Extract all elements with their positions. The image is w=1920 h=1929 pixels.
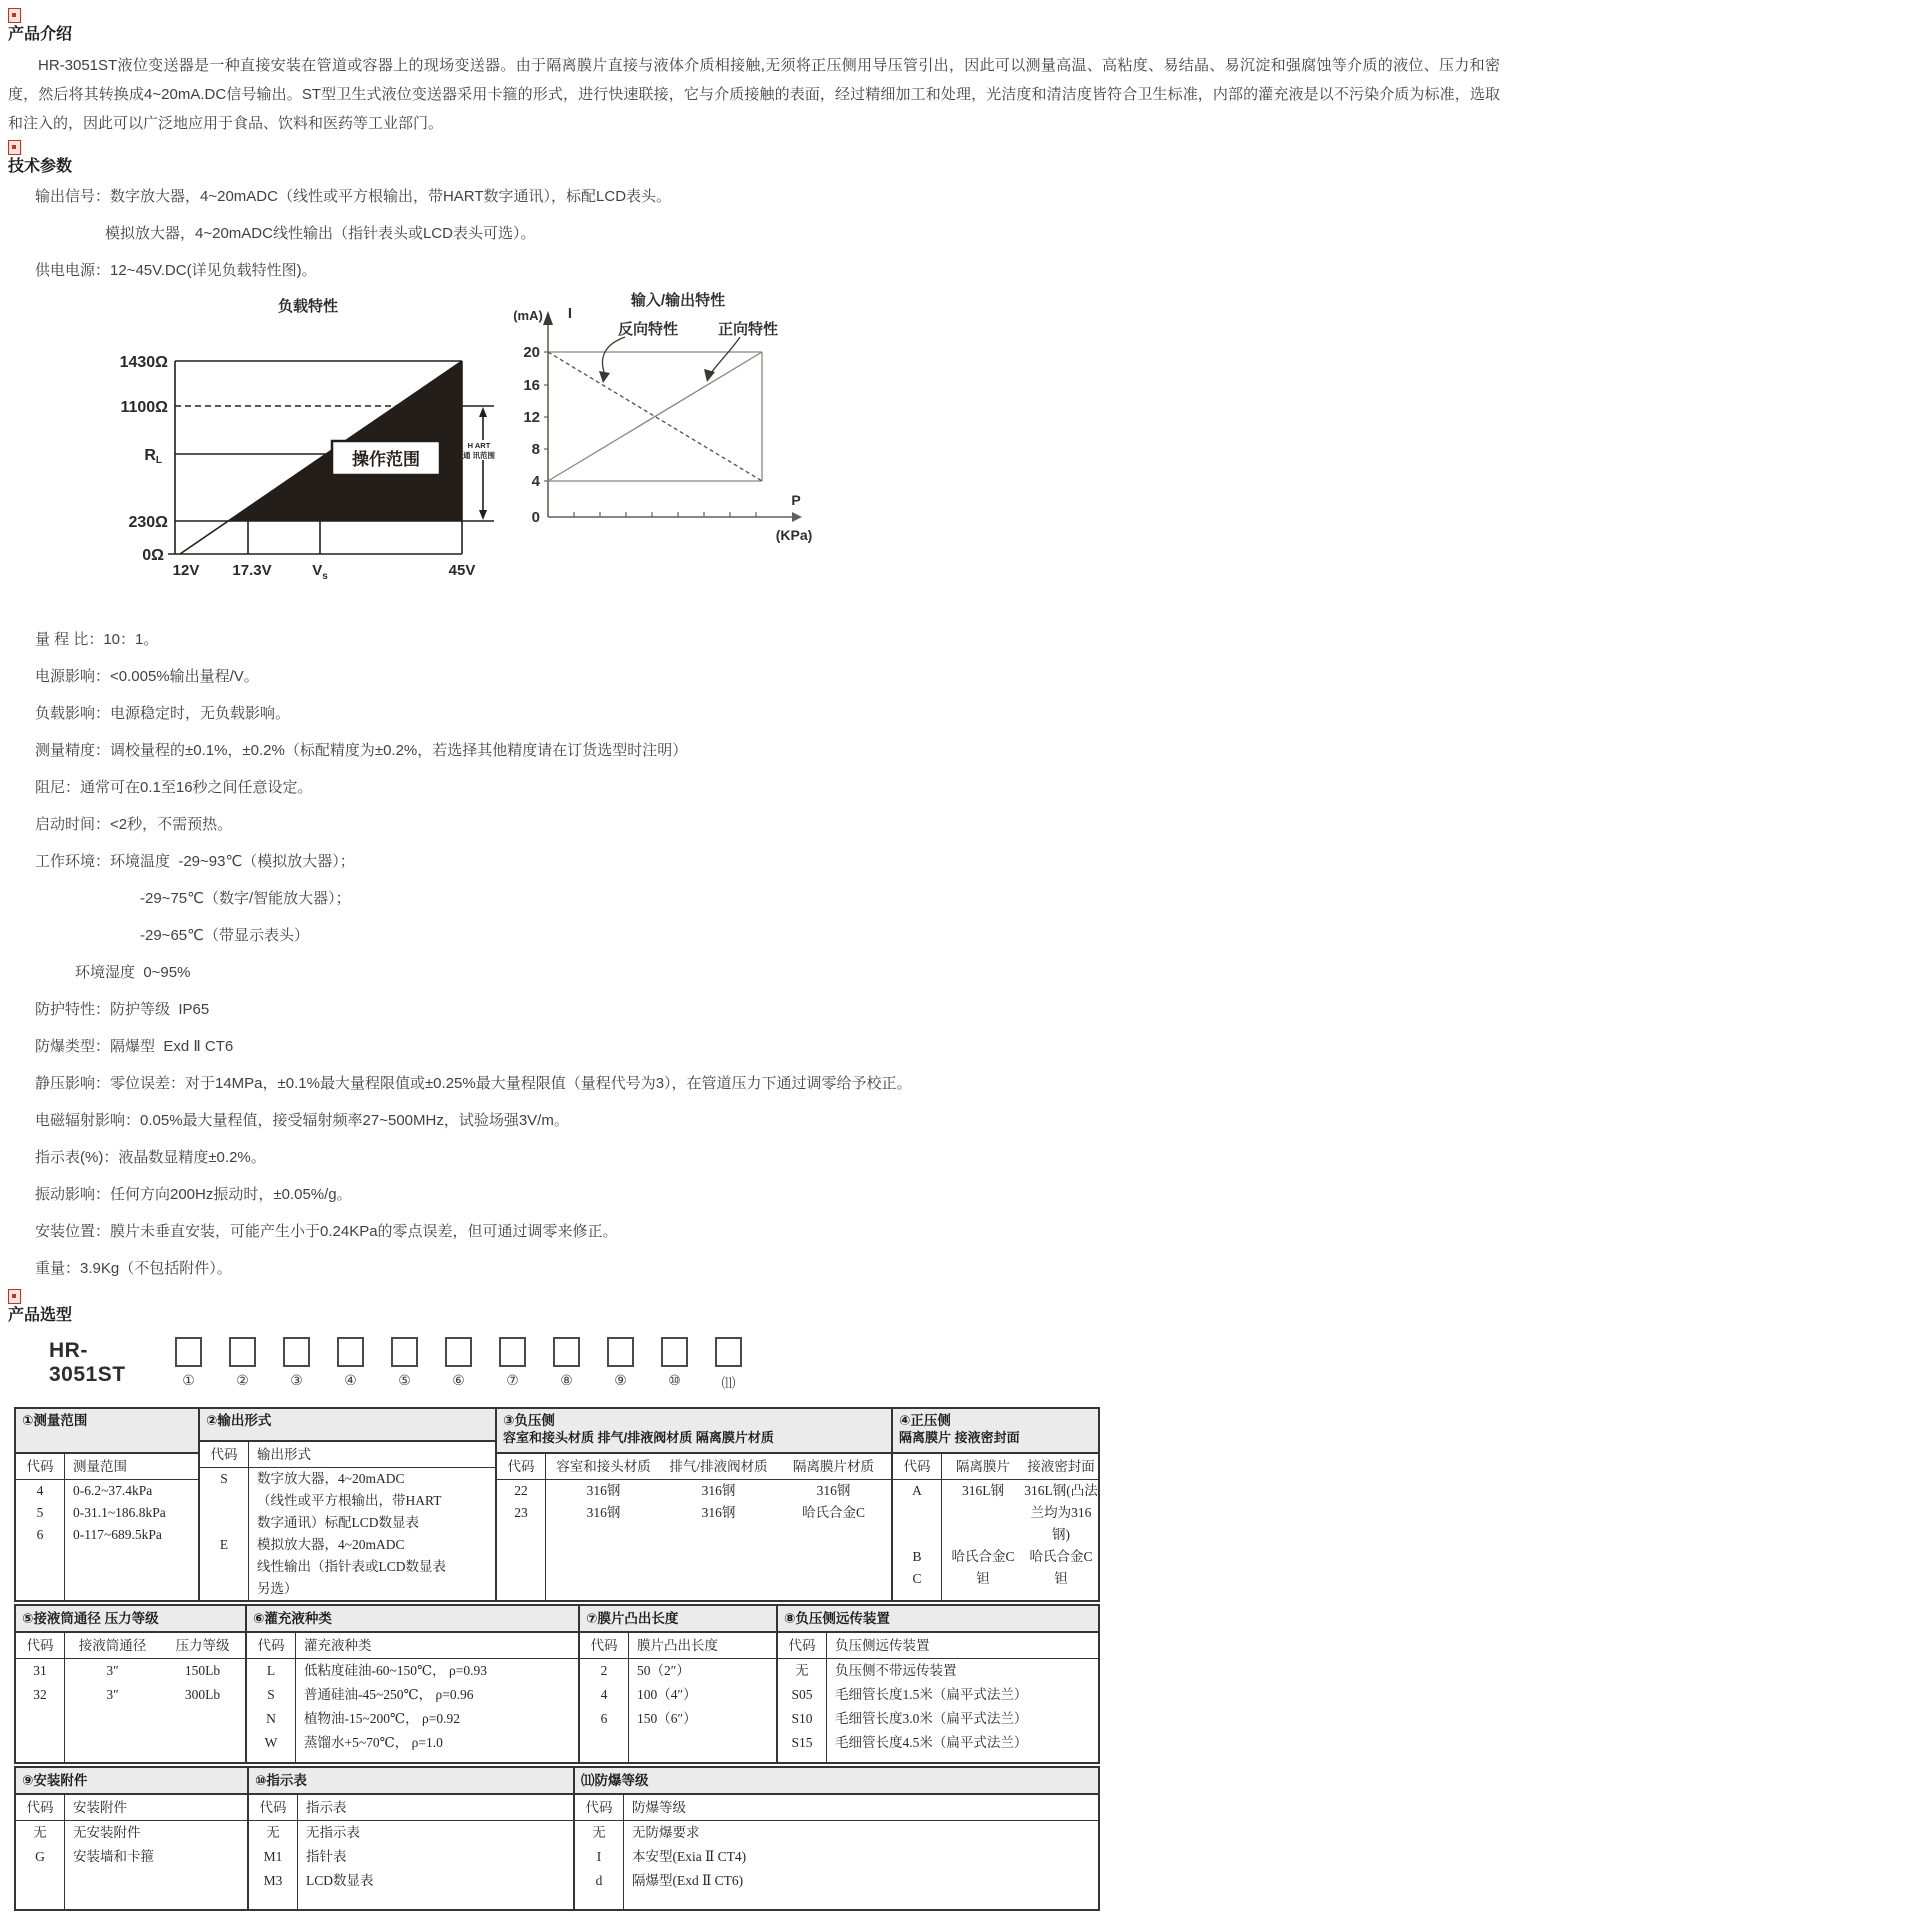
table-row: S10 毛细管长度3.0米（扁平式法兰） xyxy=(778,1707,1098,1731)
model-code-box xyxy=(391,1337,418,1367)
table-row: S 数字放大器，4~20mADC （线性或平方根输出，带HART 数字通讯）标配LCD数显表 xyxy=(200,1468,495,1534)
red-bullet-icon xyxy=(8,1289,21,1304)
position-number: ⑧ xyxy=(560,1374,573,1389)
section-header: ⑨安装附件 xyxy=(16,1768,247,1795)
table-row: S15 毛细管长度4.5米（扁平式法兰） xyxy=(778,1731,1098,1755)
section-output-form xyxy=(200,1407,497,1602)
spec-startup: 启动时间：<2秒，不需预热。 xyxy=(35,816,233,833)
hart-annotation-line2: 通 讯范围 xyxy=(462,451,496,460)
xtick-vs: $V_s$ xyxy=(312,562,328,582)
section-subheader: 代码 负压侧远传装置 xyxy=(778,1633,1098,1659)
table-row: 5 0-31.1~186.8kPa xyxy=(16,1502,198,1524)
position-number: ① xyxy=(182,1374,195,1389)
position-number: ④ xyxy=(344,1374,357,1389)
selection-table-row-3 xyxy=(14,1766,1100,1911)
table-row: C 钽 钽 xyxy=(893,1568,1098,1590)
table-row: M3 LCD数显表 xyxy=(249,1869,573,1893)
section-subheader: 代码 灌充液种类 xyxy=(247,1633,578,1659)
section-remote-seal xyxy=(778,1604,1100,1764)
section-header: ⑾防爆等级 xyxy=(575,1768,1098,1795)
reverse-annotation-arrowhead xyxy=(599,371,610,383)
table-row: 32 3″ 300Lb xyxy=(16,1683,245,1707)
io-reverse-label: 反向特性 xyxy=(617,321,679,338)
spec-mounting: 安装位置：膜片未垂直安装，可能产生小于0.24KPa的零点误差，但可通过调零来修正。 xyxy=(35,1223,618,1240)
load-chart-title: 负载特性 xyxy=(277,298,339,315)
spec-emi: 电磁辐射影响：0.05%最大量程值，接受辐射频率27~500MHz，试验场强3V/m。 xyxy=(35,1112,569,1129)
section-negative-side xyxy=(497,1407,893,1602)
model-code-box xyxy=(661,1337,688,1367)
ytick-230: 230Ω xyxy=(128,514,168,531)
table-row: M1 指针表 xyxy=(249,1845,573,1869)
model-code-position xyxy=(661,1337,688,1393)
section-mounting-accessories xyxy=(14,1766,249,1911)
position-number: ⑤ xyxy=(398,1374,411,1389)
section-header: ③负压侧 容室和接头材质 排气/排液阀材质 隔离膜片材质 xyxy=(497,1409,891,1454)
section-diaphragm-extension xyxy=(580,1604,778,1764)
model-code-position xyxy=(445,1337,472,1393)
table-row: G 安装墙和卡箍 xyxy=(16,1845,247,1869)
spec-weight: 重量：3.9Kg（不包括附件）。 xyxy=(35,1260,232,1277)
spec-output-signal-2: 模拟放大器，4~20mADC线性输出（指针表头或LCD表头可选）。 xyxy=(105,225,536,242)
section-explosion-proof-rating xyxy=(575,1766,1100,1911)
charts-block xyxy=(8,289,1920,621)
intro-section-title: 产品介绍 xyxy=(8,26,73,43)
section-subheader: 代码 防爆等级 xyxy=(575,1795,1098,1821)
section-header: ⑩指示表 xyxy=(249,1768,573,1795)
table-row: L 低粘度硅油-60~150℃， ρ=0.93 xyxy=(247,1659,578,1683)
table-row: W 蒸馏水+5~70℃， ρ=1.0 xyxy=(247,1731,578,1755)
section-header: ①测量范围 xyxy=(16,1409,198,1454)
spec-protection: 防护特性：防护等级 IP65 xyxy=(35,1001,210,1018)
table-row: 4 0-6.2~37.4kPa xyxy=(16,1480,198,1502)
io-ytick-8: 8 xyxy=(531,441,540,458)
section-header: ⑦膜片凸出长度 xyxy=(580,1606,776,1633)
selection-table-row-1 xyxy=(14,1407,1100,1602)
table-row: 无 负压侧不带远传装置 xyxy=(778,1659,1098,1683)
ytick-0: 0Ω xyxy=(142,547,164,564)
ytick-rl: RL xyxy=(144,447,162,466)
xtick-45v: 45V xyxy=(448,562,476,579)
tech-section-title: 技术参数 xyxy=(8,158,73,175)
spec-environment-2: -29~75℃（数字/智能放大器）； xyxy=(140,890,351,907)
io-ytick-4: 4 xyxy=(531,473,540,490)
hart-arrow-up xyxy=(479,407,487,417)
io-chart-title: 输入/输出特性 xyxy=(630,292,726,309)
spec-static-pressure: 静压影响：零位误差：对于14MPa，±0.1%最大量程限值或±0.25%最大量程限值（量程代号为3），在管道压力下通过调零给予校正。 xyxy=(35,1075,912,1092)
load-characteristic-chart xyxy=(80,289,510,619)
table-row: 6 150（6″） xyxy=(580,1707,776,1731)
xtick-12v: 12V xyxy=(172,562,200,579)
position-number: ⑩ xyxy=(668,1374,681,1389)
table-row: 2 50（2″） xyxy=(580,1659,776,1683)
red-bullet-icon xyxy=(8,140,21,155)
io-y-unit: (mA) xyxy=(513,308,543,323)
io-characteristic-chart xyxy=(500,289,850,559)
section-subheader: 代码 安装附件 xyxy=(16,1795,247,1821)
section-header: ②输出形式 xyxy=(200,1409,495,1442)
section-subheader: 代码 膜片凸出长度 xyxy=(580,1633,776,1659)
model-code-box xyxy=(715,1337,742,1367)
table-row: E 模拟放大器，4~20mADC 线性输出（指针表或LCD数显表 另选） xyxy=(200,1534,495,1600)
table-row: 23 316钢 316钢 哈氏合金C xyxy=(497,1502,891,1524)
model-code-position xyxy=(283,1337,310,1393)
spec-environment-1: 工作环境：环境温度 -29~93℃（模拟放大器）； xyxy=(35,853,355,870)
spec-supply-effect: 电源影响：<0.005%输出量程/V。 xyxy=(35,668,259,685)
section-header: ⑧负压侧远传装置 xyxy=(778,1606,1098,1633)
table-row: 4 100（4″） xyxy=(580,1683,776,1707)
section-header: ④正压侧 隔离膜片 接液密封面 xyxy=(893,1409,1098,1454)
table-row: d 隔爆型(Exd Ⅱ CT6) xyxy=(575,1869,1098,1893)
table-row: S 普通硅油-45~250℃， ρ=0.96 xyxy=(247,1683,578,1707)
position-number: ⑦ xyxy=(506,1374,519,1389)
y-axis-arrow xyxy=(543,311,553,325)
model-code-position xyxy=(553,1337,580,1393)
position-number: ⑥ xyxy=(452,1374,465,1389)
spec-power-supply: 供电电源：12~45V.DC(详见负载特性图)。 xyxy=(35,262,317,279)
model-code-position xyxy=(715,1337,742,1393)
spec-humidity: 环境湿度 0~95% xyxy=(75,964,191,981)
model-code-box xyxy=(229,1337,256,1367)
model-code-builder xyxy=(49,1337,1920,1393)
position-number: ② xyxy=(236,1374,249,1389)
spec-damping: 阻尼：通常可在0.1至16秒之间任意设定。 xyxy=(35,779,313,796)
section-fill-fluid xyxy=(247,1604,580,1764)
table-row: N 植物油-15~200℃， ρ=0.92 xyxy=(247,1707,578,1731)
spec-output-signal: 输出信号：数字放大器，4~20mADC（线性或平方根输出，带HART数字通讯），标配LCD表头。 xyxy=(35,188,672,205)
section-subheader: 代码 测量范围 xyxy=(16,1454,198,1480)
io-forward-label: 正向特性 xyxy=(717,321,779,338)
red-bullet-icon xyxy=(8,8,21,23)
section-subheader: 代码 输出形式 xyxy=(200,1442,495,1468)
io-y-axis-name: I xyxy=(567,305,573,322)
hart-arrow-down xyxy=(479,510,487,520)
model-code-position xyxy=(391,1337,418,1393)
model-code-positions xyxy=(175,1337,742,1393)
section-subheader: 代码 接液筒通径 压力等级 xyxy=(16,1633,245,1659)
section-subheader: 代码 容室和接头材质 排气/排液阀材质 隔离膜片材质 xyxy=(497,1454,891,1480)
spec-accuracy: 测量精度：调校量程的±0.1%，±0.2%（标配精度为±0.2%，若选择其他精度请在订货选型时注明） xyxy=(35,742,688,759)
selection-table-row-2 xyxy=(14,1604,1100,1764)
spec-turndown: 量 程 比：10：1。 xyxy=(35,631,159,648)
ytick-1100: 1100Ω xyxy=(120,399,168,416)
ytick-1430: 1430Ω xyxy=(119,354,168,371)
table-row: 6 0-117~689.5kPa xyxy=(16,1524,198,1546)
section-positive-side xyxy=(893,1407,1100,1602)
model-code-position xyxy=(337,1337,364,1393)
io-ytick-16: 16 xyxy=(523,377,540,394)
table-row: B 哈氏合金C 哈氏合金C xyxy=(893,1546,1098,1568)
section-measure-range xyxy=(14,1407,200,1602)
model-code-box xyxy=(445,1337,472,1367)
position-number: ⑾ xyxy=(721,1377,736,1392)
table-row: 无 无防爆要求 xyxy=(575,1821,1098,1845)
table-row: S05 毛细管长度1.5米（扁平式法兰） xyxy=(778,1683,1098,1707)
model-code-box xyxy=(553,1337,580,1367)
intro-paragraph: HR-3051ST液位变送器是一种直接安装在管道或容器上的现场变送器。由于隔离膜片直接与液体介质相接触,无须将正压侧用导压管引出，因此可以测量高温、高粘度、易结晶、易沉淀和强腐蚀等介质的液位、压力和密度，然后将其转换成4~20mA.DC信号输出。ST型卫生式液位变送器采用卡箍的形式，进行快速联接，它与介质接触的表面，经过精细加工和处理，光洁度和清洁度皆符合卫生标准，内部的灌充液是以不污染介质为标准，选取和注入的，因此可以广泛地应用于食品、饮料和医药等工业部门。 xyxy=(8,57,1500,132)
table-row: 无 无指示表 xyxy=(249,1821,573,1845)
io-x-axis-name: P xyxy=(791,492,801,508)
io-ytick-20: 20 xyxy=(523,344,540,361)
spec-vibration: 振动影响：任何方向200Hz振动时，±0.05%/g。 xyxy=(35,1186,352,1203)
model-code-box xyxy=(283,1337,310,1367)
section-wetted-diameter xyxy=(14,1604,247,1764)
model-code-box xyxy=(499,1337,526,1367)
spec-explosion-type: 防爆类型：隔爆型 Exd Ⅱ CT6 xyxy=(35,1038,234,1055)
table-row: 无 无安装附件 xyxy=(16,1821,247,1845)
spec-load-effect: 负载影响：电源稳定时，无负载影响。 xyxy=(35,705,291,722)
operating-region-label: 操作范围 xyxy=(352,450,420,469)
table-row: A 316L钢 316L钢(凸法兰均为316钢) xyxy=(893,1480,1098,1546)
io-x-unit: (KPa) xyxy=(775,527,813,543)
model-code-box xyxy=(175,1337,202,1367)
spec-environment-3: -29~65℃（带显示表头） xyxy=(140,927,309,944)
io-ytick-0: 0 xyxy=(531,509,540,526)
section-header: ⑤接液筒通径 压力等级 xyxy=(16,1606,245,1633)
hart-annotation-line1: H ART xyxy=(467,441,491,450)
table-row: I 本安型(Exia Ⅱ CT4) xyxy=(575,1845,1098,1869)
model-code-box xyxy=(607,1337,634,1367)
model-code-position xyxy=(499,1337,526,1393)
section-indicator-meter xyxy=(249,1766,575,1911)
model-prefix: HR-3051ST xyxy=(49,1339,126,1386)
table-row: 31 3″ 150Lb xyxy=(16,1659,245,1683)
selection-section-title: 产品选型 xyxy=(8,1307,73,1324)
io-ytick-12: 12 xyxy=(523,409,540,426)
position-number: ⑨ xyxy=(614,1374,627,1389)
selection-tables xyxy=(14,1407,1100,1911)
x-axis-arrow xyxy=(792,512,802,522)
section-header: ⑥灌充液种类 xyxy=(247,1606,578,1633)
table-row: 22 316钢 316钢 316钢 xyxy=(497,1480,891,1502)
section-subheader: 代码 指示表 xyxy=(249,1795,573,1821)
xtick-17v: 17.3V xyxy=(232,562,272,579)
spec-indicator: 指示表(%)：液晶数显精度±0.2%。 xyxy=(35,1149,266,1166)
model-code-position xyxy=(607,1337,634,1393)
model-code-position xyxy=(229,1337,256,1393)
model-code-position xyxy=(175,1337,202,1393)
model-code-box xyxy=(337,1337,364,1367)
section-subheader: 代码 隔离膜片 接液密封面 xyxy=(893,1454,1098,1480)
position-number: ③ xyxy=(290,1374,303,1389)
